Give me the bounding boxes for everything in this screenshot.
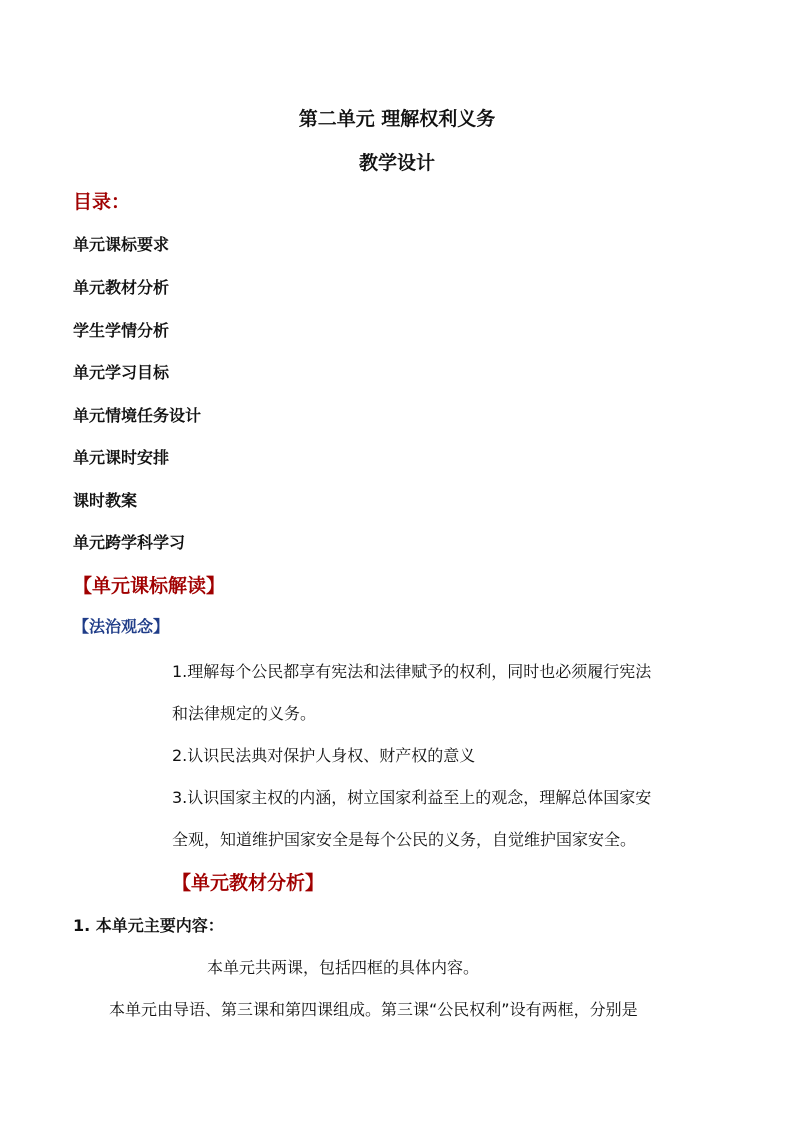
paragraph-line: 本单元由导语、第三课和第四课组成。第三课“公民权利”设有两框，分别是 (109, 1000, 638, 1019)
paragraph-line: 2.认识民法典对保护人身权、财产权的意义 (172, 746, 476, 765)
paragraph-line: 1.理解每个公民都享有宪法和法律赋予的权利，同时也必须履行宪法 (172, 662, 652, 681)
section-heading-textbook: 【单元教材分析】 (172, 872, 325, 894)
toc-item: 单元学习目标 (73, 363, 170, 382)
toc-item: 学生学情分析 (73, 321, 170, 340)
content-heading: 1. 本单元主要内容： (73, 916, 224, 935)
toc-item: 单元教材分析 (73, 278, 170, 297)
toc-item: 单元跨学科学习 (73, 533, 186, 552)
paragraph-line: 3.认识国家主权的内涵，树立国家利益至上的观念，理解总体国家安 (172, 788, 652, 807)
page-title: 第二单元 理解权利义务 (298, 108, 496, 130)
toc-item: 单元情境任务设计 (73, 406, 202, 425)
page-subtitle: 教学设计 (358, 152, 435, 174)
toc-item: 单元课标要求 (73, 235, 170, 254)
toc-heading: 目录： (73, 191, 131, 213)
paragraph-line: 本单元共两课，包括四框的具体内容。 (207, 958, 480, 977)
toc-item: 单元课时安排 (73, 448, 170, 467)
paragraph-line: 全观，知道维护国家安全是每个公民的义务，自觉维护国家安全。 (172, 830, 637, 849)
subsection-heading-law: 【法治观念】 (73, 617, 170, 636)
toc-item: 课时教案 (73, 491, 138, 510)
paragraph-line: 和法律规定的义务。 (172, 704, 317, 723)
section-heading-curriculum: 【单元课标解读】 (73, 575, 226, 597)
